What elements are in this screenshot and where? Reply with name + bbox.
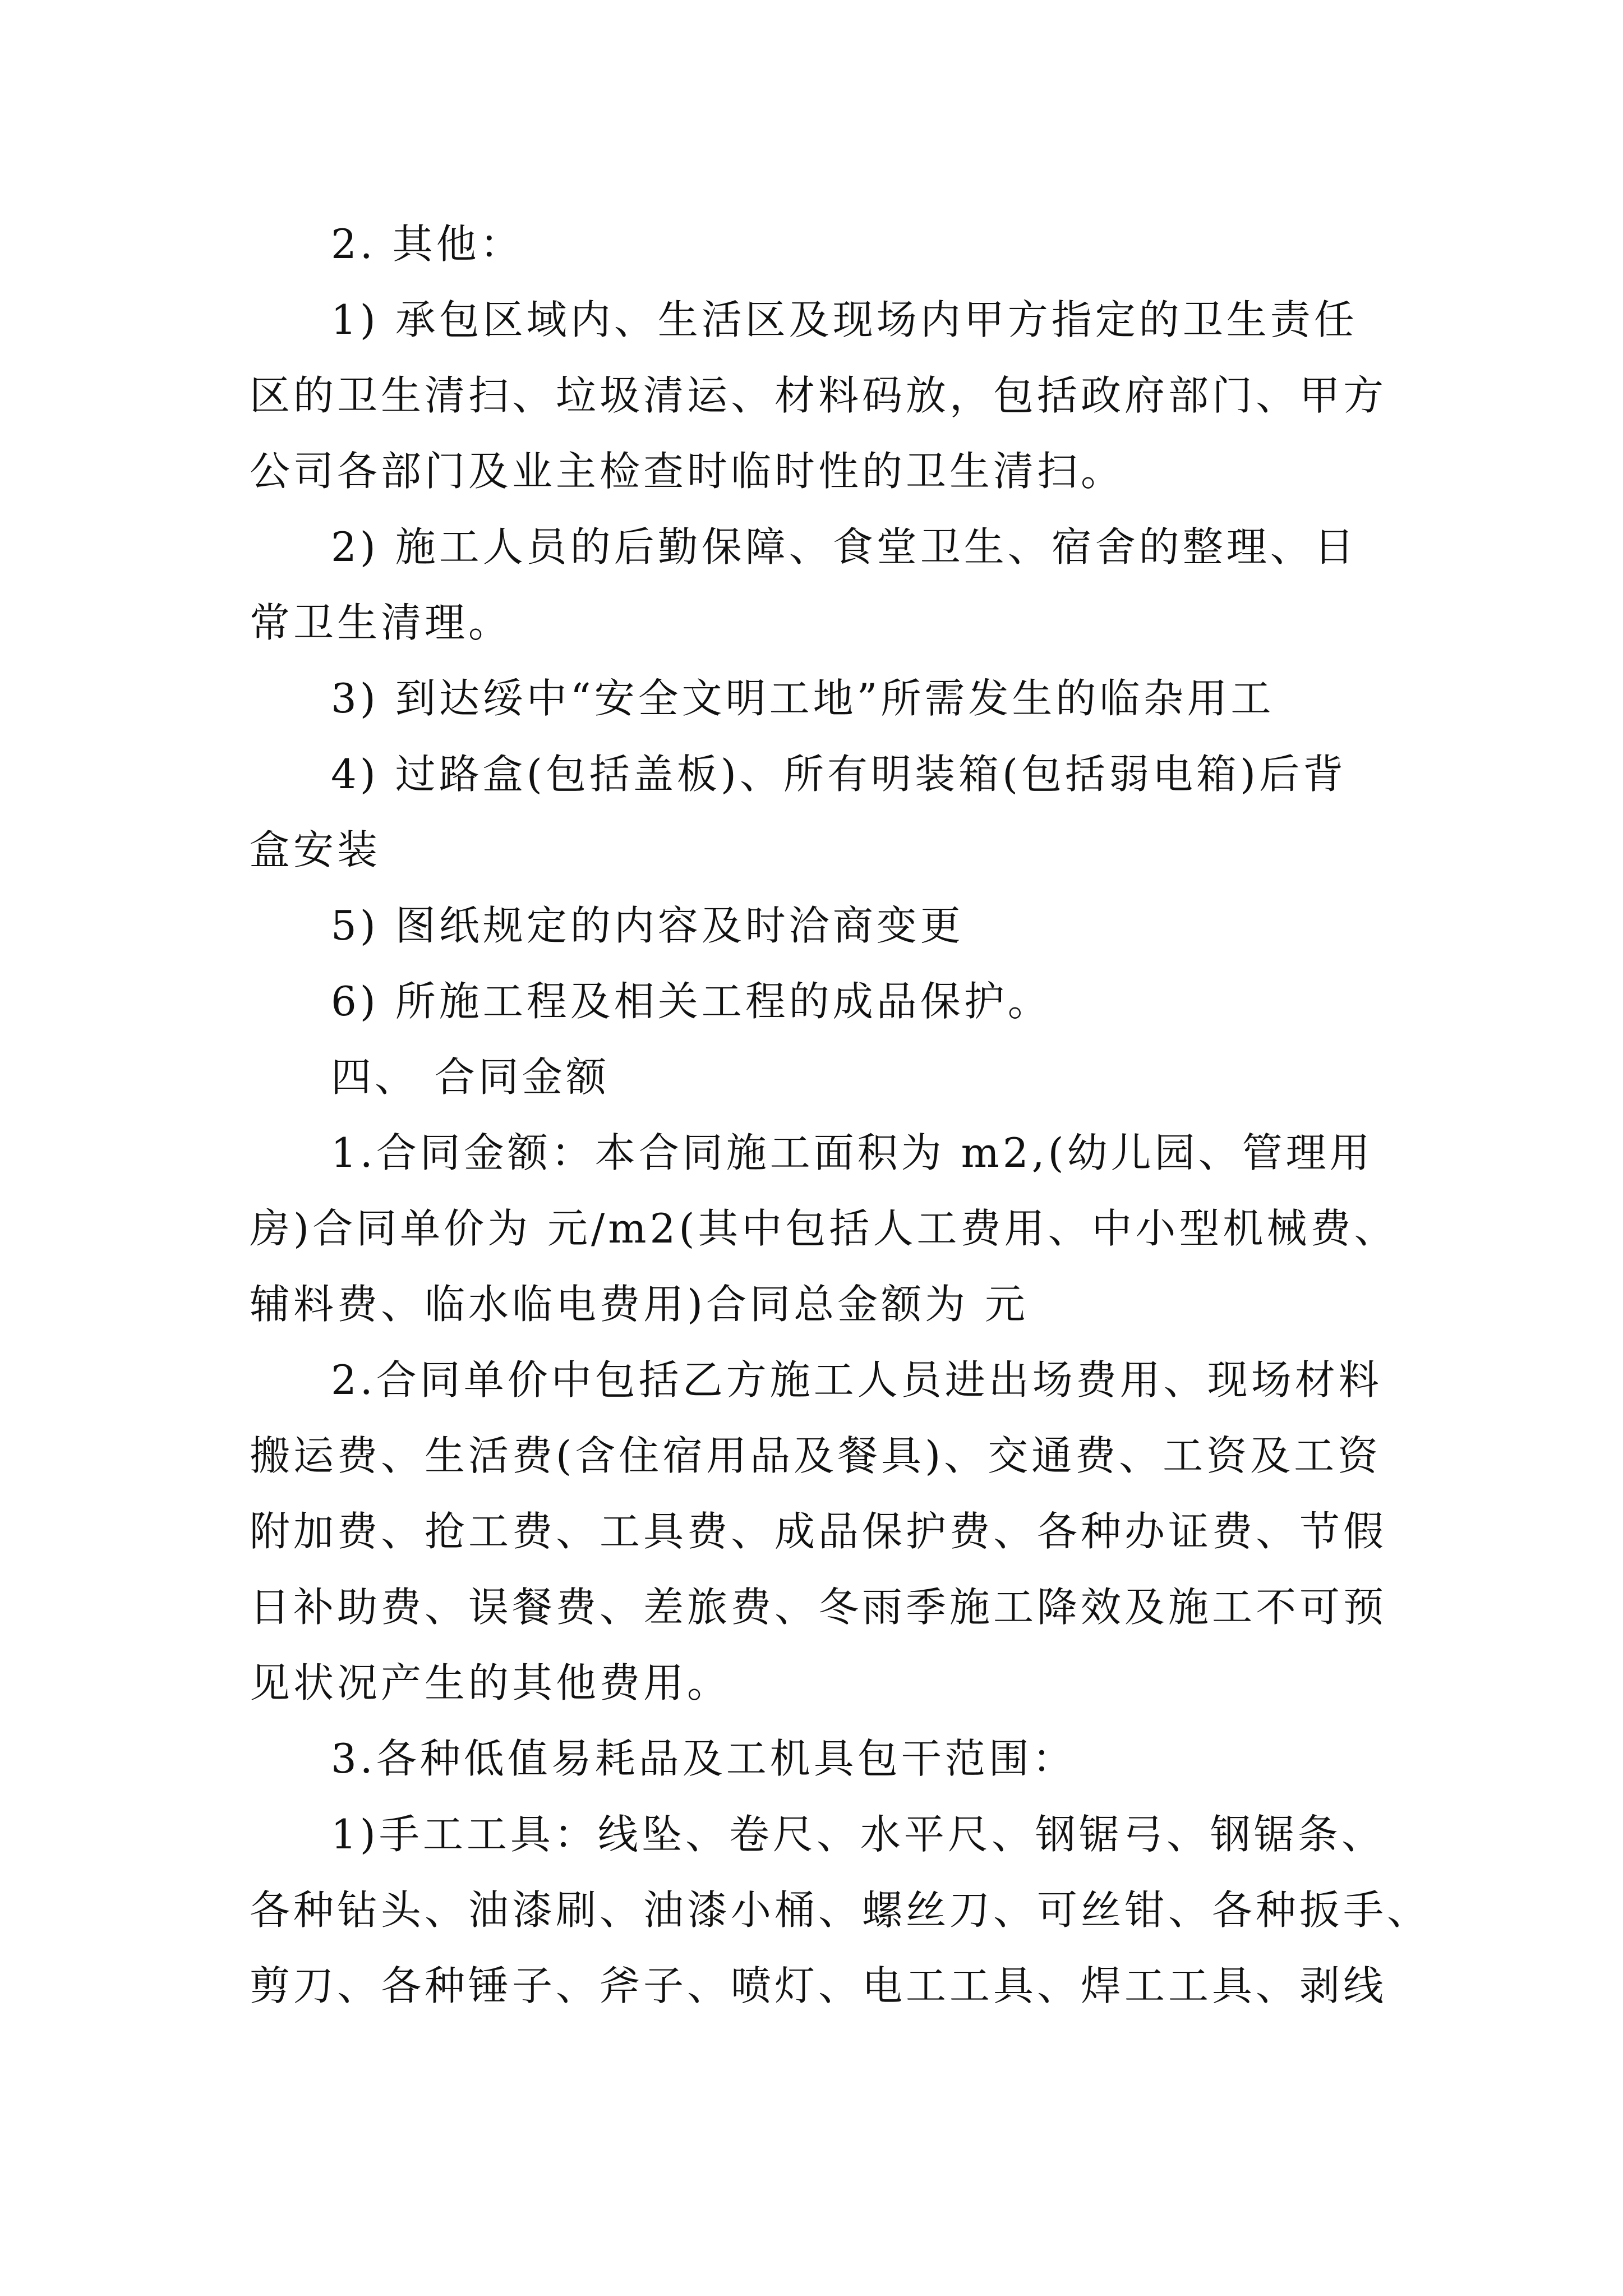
paragraph-line: 2) 施工人员的后勤保障、食堂卫生、宿舍的整理、日 [331, 523, 1358, 570]
paragraph-line: 剪刀、各种锤子、斧子、喷灯、电工工具、焊工工具、剥线 [250, 1962, 1387, 2009]
paragraph-line: 辅料费、临水临电费用)合同总金额为 元 [250, 1281, 1029, 1328]
paragraph-line: 3.各种低值易耗品及工机具包干范围： [331, 1735, 1076, 1782]
paragraph-line: 常卫生清理。 [250, 599, 513, 646]
paragraph-line: 5) 图纸规定的内容及时洽商变更 [331, 902, 964, 949]
paragraph-line: 附加费、抢工费、工具费、成品保护费、各种办证费、节假 [250, 1508, 1387, 1555]
paragraph-line: 房)合同单价为 元/m2(其中包括人工费用、中小型机械费、 [250, 1205, 1398, 1252]
paragraph-line: 3) 到达绥中“安全文明工地”所需发生的临杂用工 [331, 675, 1275, 722]
paragraph-line: 4) 过路盒(包括盖板)、所有明装箱(包括弱电箱)后背 [331, 751, 1347, 798]
paragraph-line: 日补助费、误餐费、差旅费、冬雨季施工降效及施工不可预 [250, 1584, 1387, 1631]
paragraph-line: 见状况产生的其他费用。 [250, 1659, 731, 1706]
paragraph-line: 区的卫生清扫、垃圾清运、材料码放，包括政府部门、甲方 [250, 372, 1387, 419]
paragraph-line: 1.合同金额：本合同施工面积为 m2,(幼儿园、管理用 [331, 1129, 1373, 1176]
paragraph-line: 1) 承包区域内、生活区及现场内甲方指定的卫生责任 [331, 296, 1358, 343]
paragraph-line: 6) 所施工程及相关工程的成品保护。 [331, 978, 1052, 1025]
paragraph-line: 2.合同单价中包括乙方施工人员进出场费用、现场材料 [331, 1356, 1382, 1404]
section-heading-other: 2. 其他： [331, 220, 524, 268]
section-heading-contract-amount: 四、 合同金额 [331, 1053, 610, 1101]
paragraph-line: 盒安装 [250, 826, 381, 873]
paragraph-line: 公司各部门及业主检查时临时性的卫生清扫。 [250, 448, 1125, 495]
paragraph-line: 1)手工工具：线坠、卷尺、水平尺、钢锯弓、钢锯条、 [331, 1811, 1385, 1858]
paragraph-line: 各种钻头、油漆刷、油漆小桶、螺丝刀、可丝钳、各种扳手、 [250, 1887, 1431, 1934]
paragraph-line: 搬运费、生活费(含住宿用品及餐具)、交通费、工资及工资 [250, 1432, 1382, 1479]
